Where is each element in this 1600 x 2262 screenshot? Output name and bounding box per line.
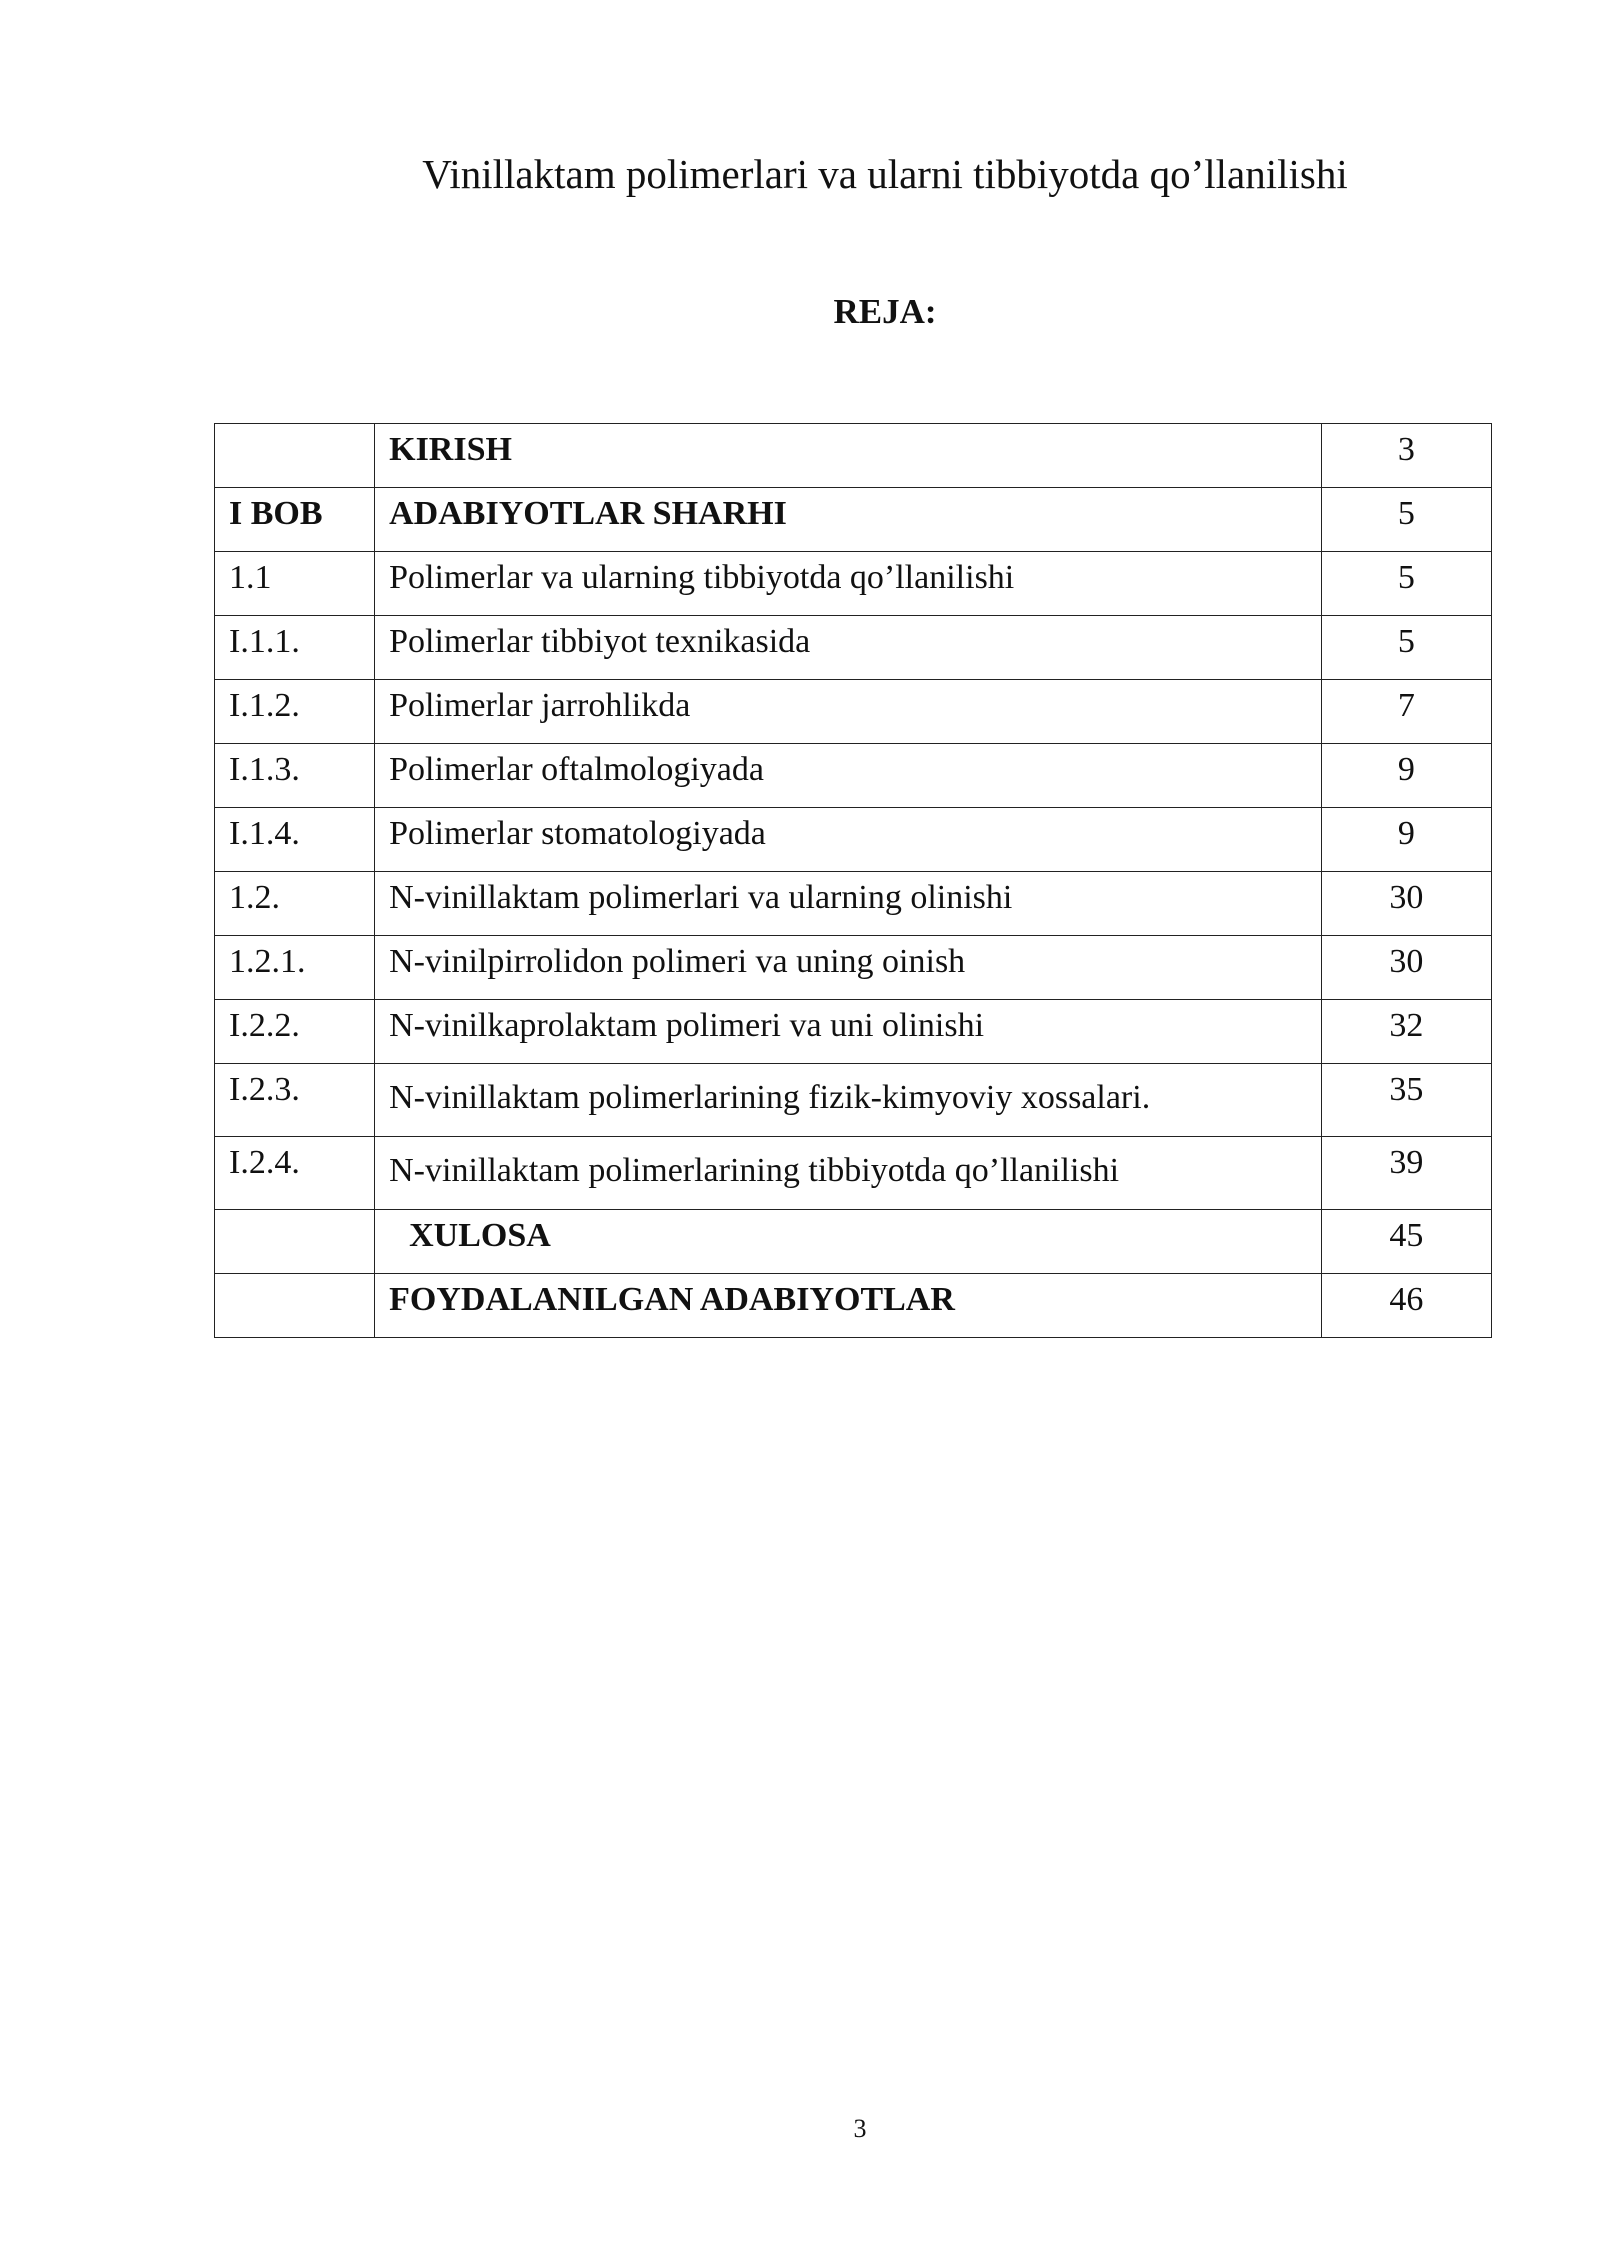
toc-row-number	[215, 424, 375, 488]
toc-row-foydalanilgan-adabiyotlar	[215, 1274, 1492, 1338]
toc-row-title: ADABIYOTLAR SHARHI	[375, 488, 1322, 552]
toc-row-page: 9	[1321, 744, 1491, 808]
toc-row-page: 46	[1321, 1274, 1491, 1338]
toc-row-page: 30	[1321, 936, 1491, 1000]
toc-row-1-2-1	[215, 936, 1492, 1000]
toc-row-page: 35	[1321, 1064, 1491, 1137]
toc-row-number: 1.1	[215, 552, 375, 616]
toc-row-i-1-1	[215, 616, 1492, 680]
table-of-contents	[214, 423, 1492, 1338]
toc-row-page: 45	[1321, 1210, 1491, 1274]
toc-row-number	[215, 1210, 375, 1274]
toc-row-number: 1.2.1.	[215, 936, 375, 1000]
toc-row-title: XULOSA	[375, 1210, 1322, 1274]
page-number: 3	[853, 2114, 867, 2143]
toc-row-number: I.1.1.	[215, 616, 375, 680]
toc-row-page: 5	[1321, 488, 1491, 552]
toc-row-page: 9	[1321, 808, 1491, 872]
toc-row-page: 5	[1321, 552, 1491, 616]
toc-row-i-2-3	[215, 1064, 1492, 1137]
toc-row-number	[215, 1274, 375, 1338]
plan-heading: REJA:	[833, 292, 937, 331]
toc-row-i-1-4	[215, 808, 1492, 872]
document-title: Vinillaktam polimerlari va ularni tibbiyotda qo’llanilishi	[422, 151, 1348, 197]
toc-row-title: FOYDALANILGAN ADABIYOTLAR	[375, 1274, 1322, 1338]
toc-row-title: Polimerlar stomatologiyada	[375, 808, 1322, 872]
toc-row-i-1-2	[215, 680, 1492, 744]
toc-row-title: N-vinillaktam polimerlarining fizik-kimyoviy xossalari.	[375, 1064, 1322, 1137]
toc-row-i-2-4	[215, 1137, 1492, 1210]
toc-row-page: 5	[1321, 616, 1491, 680]
toc-row-i-bob	[215, 488, 1492, 552]
toc-row-number: I.1.4.	[215, 808, 375, 872]
toc-row-title: N-vinilkaprolaktam polimeri va uni olinishi	[375, 1000, 1322, 1064]
toc-row-title: Polimerlar jarrohlikda	[375, 680, 1322, 744]
toc-row-title: KIRISH	[375, 424, 1322, 488]
toc-row-kirish	[215, 424, 1492, 488]
toc-row-page: 3	[1321, 424, 1491, 488]
toc-row-number: I.1.2.	[215, 680, 375, 744]
toc-row-i-2-2	[215, 1000, 1492, 1064]
toc-row-page: 7	[1321, 680, 1491, 744]
toc-row-1-2	[215, 872, 1492, 936]
toc-row-title: N-vinillaktam polimerlari va ularning olinishi	[375, 872, 1322, 936]
toc-row-number: I BOB	[215, 488, 375, 552]
toc-row-number: I.2.4.	[215, 1137, 375, 1210]
toc-row-number: I.2.3.	[215, 1064, 375, 1137]
toc-row-1-1	[215, 552, 1492, 616]
toc-row-title: Polimerlar tibbiyot texnikasida	[375, 616, 1322, 680]
toc-row-title: N-vinilpirrolidon polimeri va uning oinish	[375, 936, 1322, 1000]
toc-row-xulosa	[215, 1210, 1492, 1274]
toc-row-title: Polimerlar oftalmologiyada	[375, 744, 1322, 808]
toc-row-page: 32	[1321, 1000, 1491, 1064]
toc-row-page: 39	[1321, 1137, 1491, 1210]
toc-row-title: Polimerlar va ularning tibbiyotda qo’llanilishi	[375, 552, 1322, 616]
toc-row-number: I.2.2.	[215, 1000, 375, 1064]
toc-row-page: 30	[1321, 872, 1491, 936]
toc-row-number: 1.2.	[215, 872, 375, 936]
toc-row-i-1-3	[215, 744, 1492, 808]
toc-row-number: I.1.3.	[215, 744, 375, 808]
toc-row-title: N-vinillaktam polimerlarining tibbiyotda qo’llanilishi	[375, 1137, 1322, 1210]
